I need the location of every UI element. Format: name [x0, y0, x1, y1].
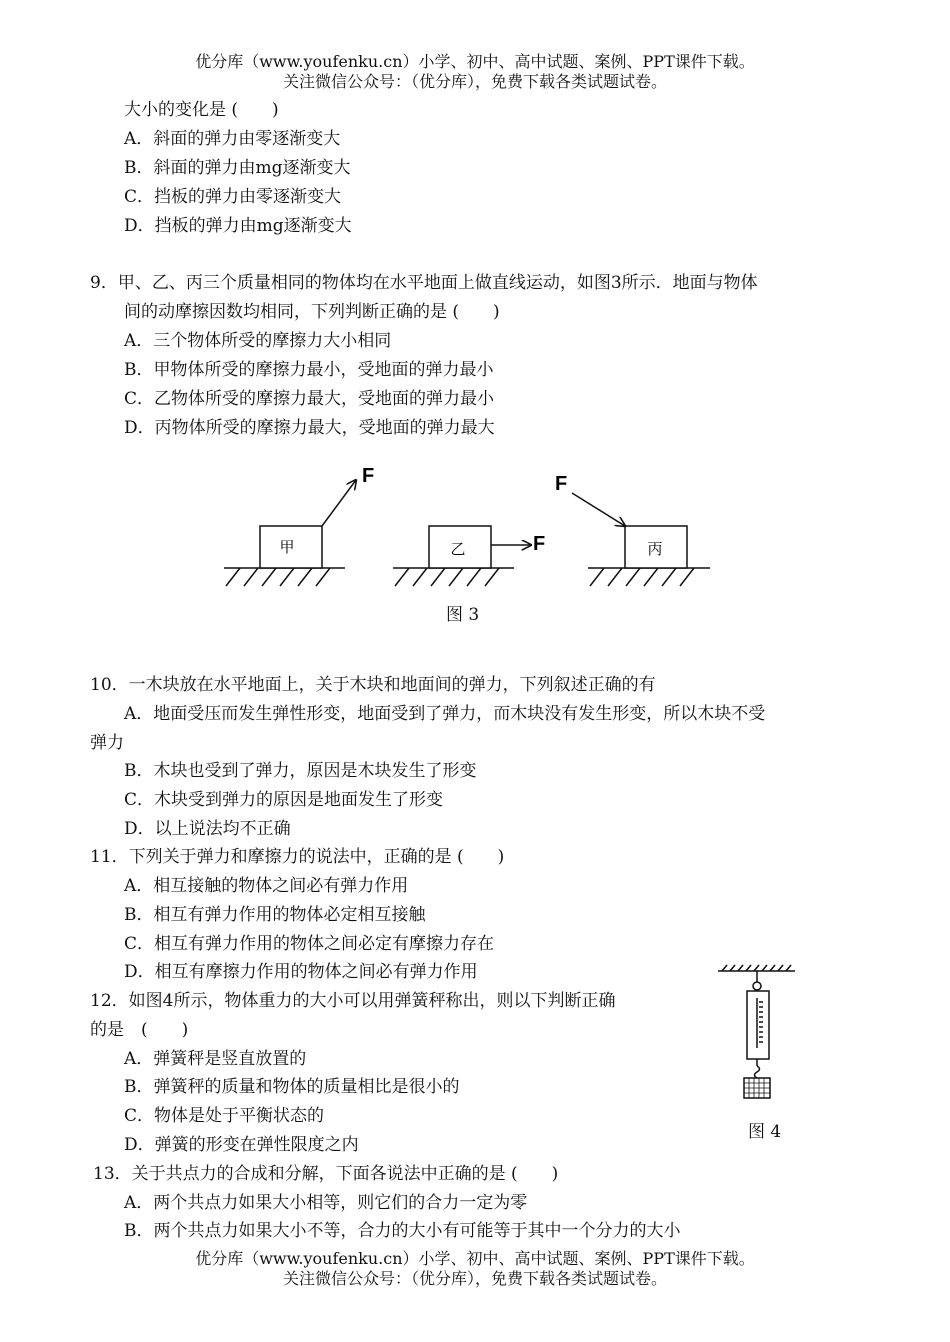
- q12-option-a: A．弹簧秤是竖直放置的: [124, 1049, 307, 1069]
- force-label-3: F: [555, 473, 568, 495]
- page-header-line1: 优分库（www.youfenku.cn）小学、初中、高中试题、案例、PPT课件下载。: [195, 52, 755, 71]
- q9-option-d: D．丙物体所受的摩擦力最大，受地面的弹力最大: [124, 418, 495, 438]
- q9-option-c: C．乙物体所受的摩擦力最大，受地面的弹力最小: [124, 389, 495, 409]
- page-footer-line2: 关注微信公众号：（优分库），免费下载各类试题试卷。: [282, 1269, 667, 1288]
- ground-3: [588, 568, 710, 586]
- ground-2: [393, 568, 514, 586]
- q11-option-b: B．相互有弹力作用的物体必定相互接触: [124, 905, 426, 925]
- figure-3-caption: 图 3: [446, 605, 480, 625]
- q10-option-a-line1: A．地面受压而发生弹性形变，地面受到了弹力，而木块没有发生形变，所以木块不受: [124, 704, 766, 724]
- q10-option-a-line2: 弹力: [90, 733, 124, 753]
- q8-stem-tail: 大小的变化是 ( ): [124, 100, 279, 120]
- block-bing-label: 丙: [647, 540, 663, 558]
- q9-stem-line1: 9．甲、乙、丙三个质量相同的物体均在水平地面上做直线运动，如图3所示．地面与物体: [90, 273, 758, 293]
- q8-option-c: C．挡板的弹力由零逐渐变大: [124, 187, 342, 207]
- q8-option-b: B．斜面的弹力由mg逐渐变大: [124, 158, 351, 178]
- block-jia-label: 甲: [279, 538, 295, 556]
- weight-object: [744, 1078, 770, 1098]
- q10-option-d: D．以上说法均不正确: [124, 819, 291, 839]
- force-label-1: F: [362, 465, 375, 487]
- q13-option-b: B．两个共点力如果大小不等，合力的大小有可能等于其中一个分力的大小: [124, 1221, 681, 1241]
- q11-stem: 11．下列关于弹力和摩擦力的说法中，正确的是 ( ): [90, 847, 505, 867]
- page-footer-line1: 优分库（www.youfenku.cn）小学、初中、高中试题、案例、PPT课件下载。: [195, 1249, 755, 1268]
- figure-4: [700, 960, 810, 1105]
- force-arrow-1: [322, 480, 356, 526]
- page-header-line2: 关注微信公众号：（优分库），免费下载各类试题试卷。: [282, 72, 667, 91]
- scale-ring: [753, 982, 761, 990]
- q13-option-a: A．两个共点力如果大小相等，则它们的合力一定为零: [124, 1193, 528, 1213]
- q12-option-b: B．弹簧秤的质量和物体的质量相比是很小的: [124, 1077, 460, 1097]
- q11-option-a: A．相互接触的物体之间必有弹力作用: [124, 876, 409, 896]
- figure-4-caption: 图 4: [748, 1122, 782, 1142]
- block-yi-label: 乙: [450, 540, 466, 558]
- figure-3: [0, 455, 950, 605]
- q8-option-a: A．斜面的弹力由零逐渐变大: [124, 129, 341, 149]
- q12-stem-line2: 的是 ( ): [90, 1020, 189, 1040]
- force-arrow-3: [572, 493, 625, 526]
- q10-option-b: B．木块也受到了弹力，原因是木块发生了形变: [124, 761, 477, 781]
- q9-option-a: A．三个物体所受的摩擦力大小相同: [124, 331, 392, 351]
- q12-option-c: C．物体是处于平衡状态的: [124, 1106, 325, 1126]
- q12-stem-line1: 12．如图4所示，物体重力的大小可以用弹簧秤称出，则以下判断正确: [90, 991, 616, 1011]
- q13-stem: 13．关于共点力的合成和分解，下面各说法中正确的是 ( ): [93, 1164, 559, 1184]
- ground-1: [224, 568, 345, 586]
- q8-option-d: D．挡板的弹力由mg逐渐变大: [124, 216, 352, 236]
- force-label-2: F: [533, 533, 546, 555]
- q10-option-c: C．木块受到弹力的原因是地面发生了形变: [124, 790, 444, 810]
- q10-stem: 10．一木块放在水平地面上，关于木块和地面间的弹力，下列叙述正确的有: [90, 675, 656, 695]
- spring-scale-body: [747, 991, 769, 1059]
- q9-stem-line2: 间的动摩擦因数均相同，下列判断正确的是 ( ): [124, 302, 500, 322]
- q9-option-b: B．甲物体所受的摩擦力最小，受地面的弹力最小: [124, 360, 494, 380]
- q11-option-d: D．相互有摩擦力作用的物体之间必有弹力作用: [124, 962, 478, 982]
- q11-option-c: C．相互有弹力作用的物体之间必定有摩擦力存在: [124, 934, 495, 954]
- q12-option-d: D．弹簧的形变在弹性限度之内: [124, 1135, 359, 1155]
